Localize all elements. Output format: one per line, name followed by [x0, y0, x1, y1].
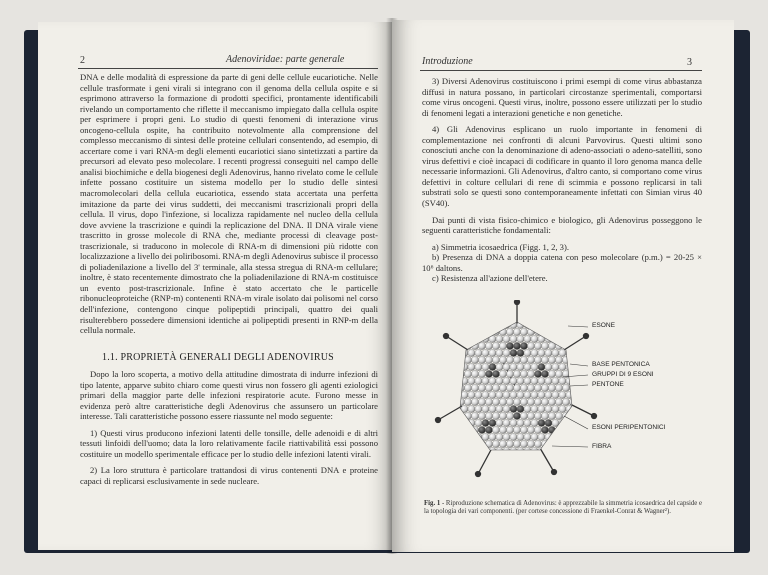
paragraph: 4) Gli Adenovirus esplicano un ruolo importante in fenomeni di complementazione nei confronti di alcuni Parvovirus. Questi ultimi sono conosciuti anche con la denominazione di adeno-associati o adeno-satelliti, sono virus defettivi e cioè incapaci di codificare in quanto il loro genoma manca delle necessarie informazioni. Gli Adenovirus, d'altro canto, si comportano come virus defettivi in colture cellulari di rene di scimmia e possono replicarsi in tali substrati solo se questi sono contemporaneamente infettati con Simian virus 40 (SV40). — [422, 124, 702, 209]
list-item: 2) La loro struttura è particolare trattandosi di virus contenenti DNA e proteine capaci di replicarsi esclusivamente in sede nucleare. — [80, 465, 378, 486]
paragraph: Dopo la loro scoperta, a motivo della attitudine dimostrata di indurre infezioni di tipo latente, apparve subito chiaro come questi virus non fossero gli agenti eziologici primari della maggior parte delle infezioni respiratorie acute. Furono messe in evidenza però altre caratteristiche degli Adenovirus che assunsero un particolare interesse. Tali caratteristiche possono essere riassunte nel modo seguente: — [80, 369, 378, 422]
section-body — [80, 369, 378, 486]
running-head: Introduzione — [422, 56, 473, 67]
list-item: 1) Questi virus producono infezioni latenti delle tonsille, delle adenoidi e di altri tessuti linfoidi dell'uomo; data la loro relativamente facile riattivabilità essi possono costituire un modello sperimentale efficace per lo studio delle infezioni latenti virali. — [80, 427, 378, 459]
page-number: 2 — [80, 55, 85, 66]
label-base-pentonica: BASE PENTONICA — [592, 361, 650, 368]
header-rule — [78, 68, 378, 69]
label-esone: ESONE — [592, 322, 616, 329]
label-gruppi-esoni: GRUPPI DI 9 ESONI — [592, 371, 654, 378]
body-text — [80, 72, 378, 336]
right-page — [392, 20, 734, 552]
paragraph: Dai punti di vista fisico-chimico e biologico, gli Adenovirus posseggono le seguenti caratteristiche fondamentali: — [422, 214, 702, 236]
left-page — [38, 22, 392, 550]
caption-label: Fig. 1 — [424, 500, 441, 507]
list-item: c) Resistenza all'azione dell'etere. — [432, 273, 548, 284]
label-pentone: PENTONE — [592, 381, 624, 388]
section-heading: 1.1. PROPRIETÀ GENERALI DEGLI ADENOVIRUS — [102, 352, 334, 363]
label-esoni-peripentonici: ESONI PERIPENTONICI — [592, 424, 666, 431]
label-fibra: FIBRA — [592, 443, 612, 450]
paragraph: DNA e delle modalità di espressione da parte di geni delle cellule eucariotiche. Nelle cellule trasformate i geni virali si integrano con il genoma della cellula ospite e si esprimono attraverso la formazione di prodotti specifici, prontamente identificabili rivelando un comportamento che riflette il meccanismo impiegato dalla cellula ospite per esprimere i propri geni. Lo studio di questi fenomeni di interazione virus oncogeno-cellula ospite, ha contribuito notevolmente alla comprensione del complesso meccanismo di sintesi delle proteine cellulari consentendo, ad esempio, di accertare come i vari RNA-m degli elementi eucariotici siano sintetizzati a partire da precursori ad elevato peso molecolare. I recenti progressi conseguiti nel campo delle analisi biochimiche e della biogenesi degli Adenovirus, hanno rivelato come le cellule infette possano costituire un sistema modello per lo studio delle sintesi macromolecolari della cellula eucariotica, essendo stata accertata una perfetta imitazione da parte dei virus suddetti, dei meccanismi trascrizionali propri della cellula. Il virus, dopo l'infezione, si localizza rapidamente nel nucleo della cellula dove avviene la trascrizione e quindi la replicazione del DNA. Il DNA virale viene trascritto in grosse molecole di RNA che, mediante processi di cleavage post-trascrizionale, si traducono in molecole di RNA-m di dimensioni più ridotte con localizzazione a livello dei poliribosomi. RNA-m degli Adenovirus subisce il processo di poliadenilazione a livello del 3' terminale, alla stessa stregua di RNA-m cellulare; inoltre, è stato recentemente dimostrato che la poliadenilazione di RNA-m costituisce un evento post-trascrizionale. Infine è stato accertato che le particelle ribonucleoproteiche (RNP-m) contenenti RNA-m virale isolato dai polisomi nel corso dell'infezione, contengono cinque polipeptidi principali, quattro dei quali risulterebbero possedere dimensioni identiche ai polipeptidi presenti in RNP-m della cellula normale. — [80, 72, 378, 336]
figure-caption — [424, 500, 704, 516]
page-number: 3 — [687, 57, 692, 68]
caption-text: - Riproduzione schematica di Adenovirus: è apprezzabile la simmetria icosaedrica del capside e la topologia dei vari componenti. (per cortese concessione di Fraenkel-Conrat & Wagner²). — [424, 500, 703, 516]
running-head: Adenoviridae: parte generale — [226, 54, 345, 65]
leader-lines — [392, 20, 734, 552]
list-item: a) Simmetria icosaedrica (Figg. 1, 2, 3). — [432, 241, 569, 252]
list-item: b) Presenza di DNA a doppia catena con peso molecolare (p.m.) = 20-25 × 10⁶ daltons. — [422, 252, 702, 273]
paragraph: 3) Diversi Adenovirus costituiscono i primi esempi di come virus abbastanza diffusi in natura possano, in particolari circostanze sperimentali, comportarsi come virus oncogeni. Questi virus, inoltre, possono essere utilizzati per lo studio di fenomeni legati a interazioni genetiche e non genetiche. — [422, 76, 702, 118]
